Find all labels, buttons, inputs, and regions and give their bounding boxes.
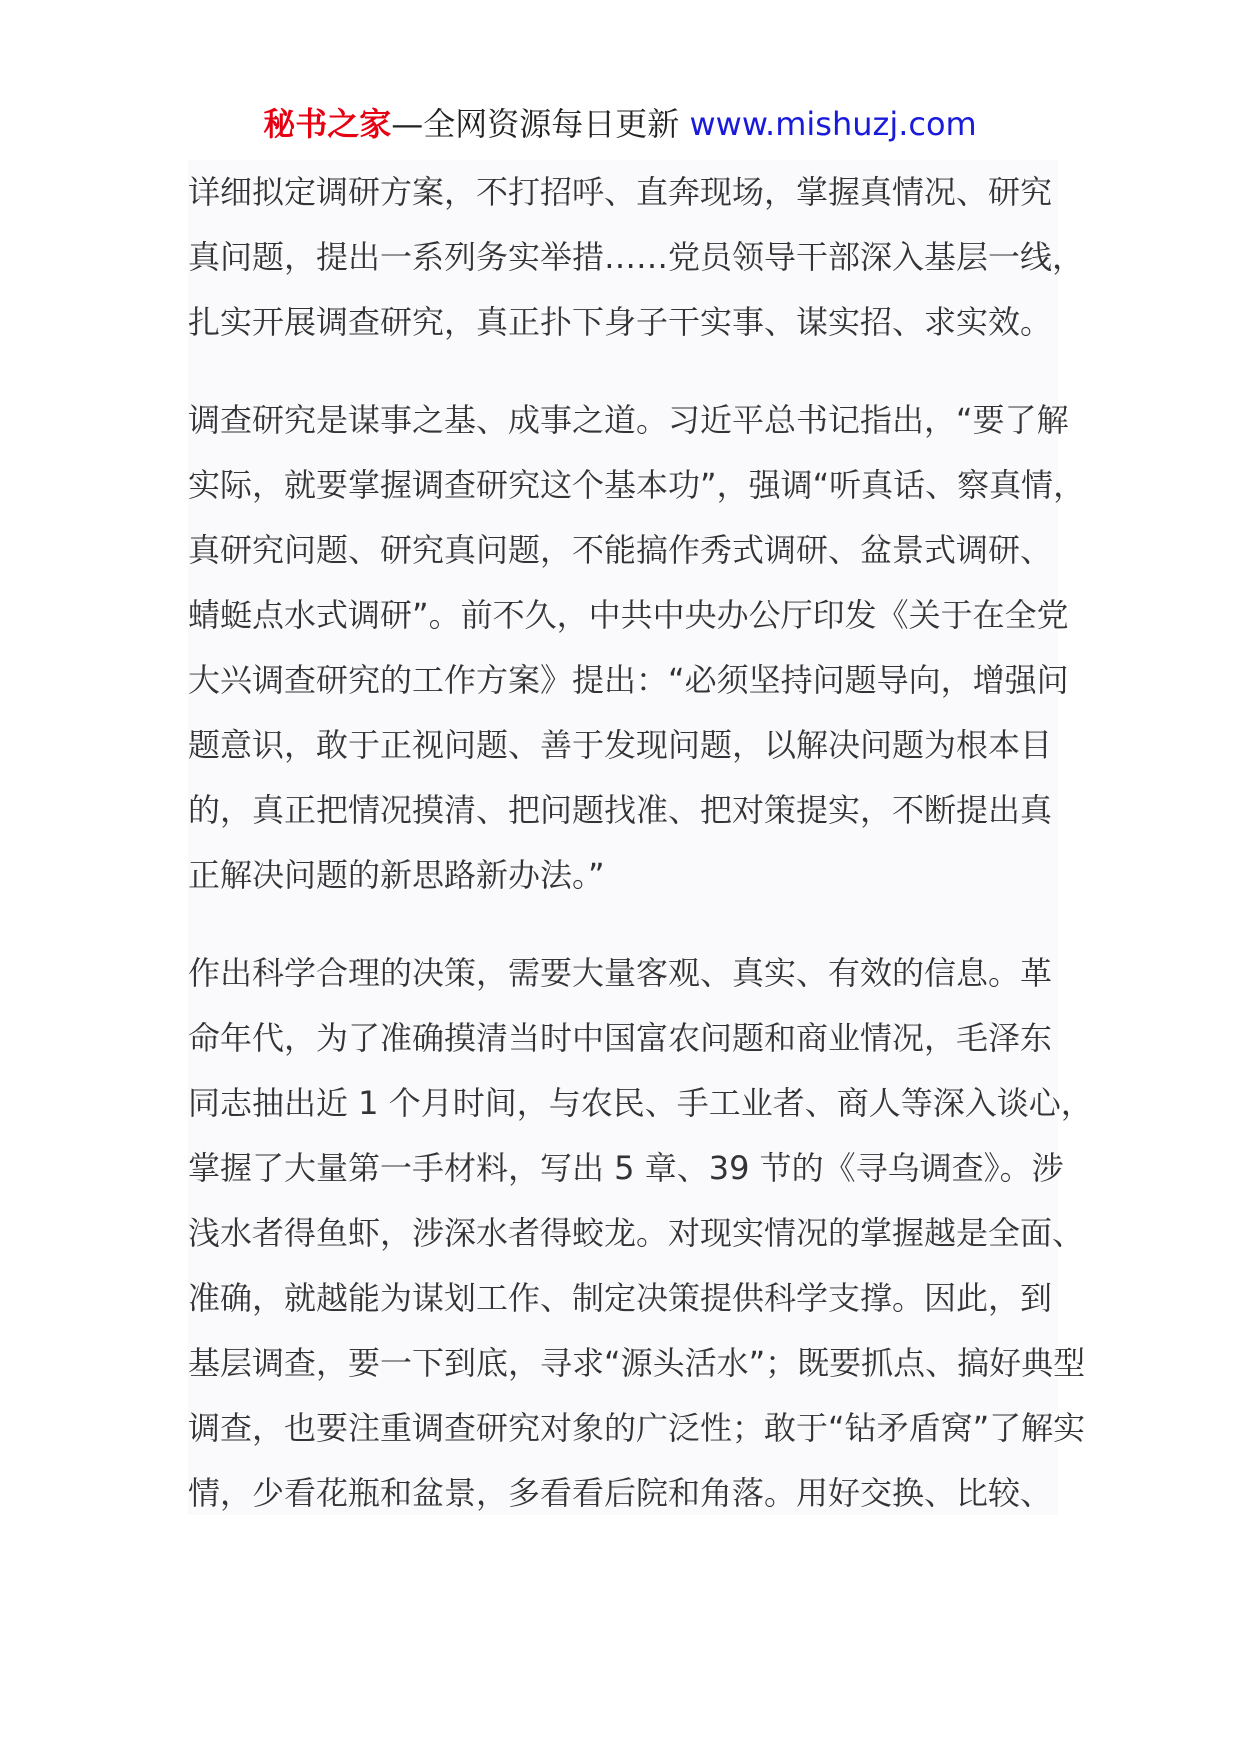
article-body bbox=[188, 160, 1093, 1515]
paragraph-3 bbox=[188, 941, 1093, 1526]
text-line: 大兴调查研究的工作方案》提出：“必须坚持问题导向，增强问 bbox=[188, 661, 1069, 699]
site-url-link[interactable]: www.mishuzj.com bbox=[689, 105, 977, 143]
text-line: 命年代，为了准确摸清当时中国富农问题和商业情况，毛泽东 bbox=[188, 1019, 1053, 1057]
text-line: 浅水者得鱼虾，涉深水者得蛟龙。对现实情况的掌握越是全面、 bbox=[188, 1214, 1085, 1252]
text-line: 的，真正把情况摸清、把问题找准、把对策提实，不断提出真 bbox=[188, 791, 1053, 829]
paragraph-2 bbox=[188, 388, 1086, 908]
text-line: 调查研究是谋事之基、成事之道。习近平总书记指出，“要了解 bbox=[188, 401, 1069, 439]
header-tagline: —全网资源每日更新 bbox=[391, 105, 680, 143]
text-line: 题意识，敢于正视问题、善于发现问题，以解决问题为根本目 bbox=[188, 726, 1053, 764]
text-line: 正解决问题的新思路新办法。” bbox=[188, 856, 605, 894]
text-line: 情，少看花瓶和盆景，多看看后院和角落。用好交换、比较、 bbox=[188, 1474, 1053, 1512]
text-line: 蜻蜓点水式调研”。前不久，中共中央办公厅印发《关于在全党 bbox=[188, 596, 1069, 634]
site-header bbox=[0, 100, 1240, 148]
text-line: 掌握了大量第一手材料，写出 5 章、39 节的《寻乌调查》。涉 bbox=[188, 1149, 1064, 1187]
text-line: 详细拟定调研方案，不打招呼、直奔现场，掌握真情况、研究 bbox=[188, 173, 1053, 211]
brand-name: 秘书之家 bbox=[263, 105, 392, 143]
text-line: 真问题，提出一系列务实举措……党员领导干部深入基层一线， bbox=[188, 238, 1085, 276]
text-line: 真研究问题、研究真问题，不能搞作秀式调研、盆景式调研、 bbox=[188, 531, 1053, 569]
text-line: 基层调查，要一下到底，寻求“源头活水”；既要抓点、搞好典型 bbox=[188, 1344, 1086, 1382]
text-line: 作出科学合理的决策，需要大量客观、真实、有效的信息。革 bbox=[188, 954, 1053, 992]
text-line: 准确，就越能为谋划工作、制定决策提供科学支撑。因此，到 bbox=[188, 1279, 1053, 1317]
paragraph-1 bbox=[188, 160, 1085, 355]
text-line: 实际，就要掌握调查研究这个基本功”，强调“听真话、察真情， bbox=[188, 466, 1086, 504]
text-line: 扎实开展调查研究，真正扑下身子干实事、谋实招、求实效。 bbox=[188, 303, 1053, 341]
text-line: 同志抽出近 1 个月时间，与农民、手工业者、商人等深入谈心， bbox=[188, 1084, 1093, 1122]
text-line: 调查，也要注重调查研究对象的广泛性；敢于“钻矛盾窝”了解实 bbox=[188, 1409, 1086, 1447]
